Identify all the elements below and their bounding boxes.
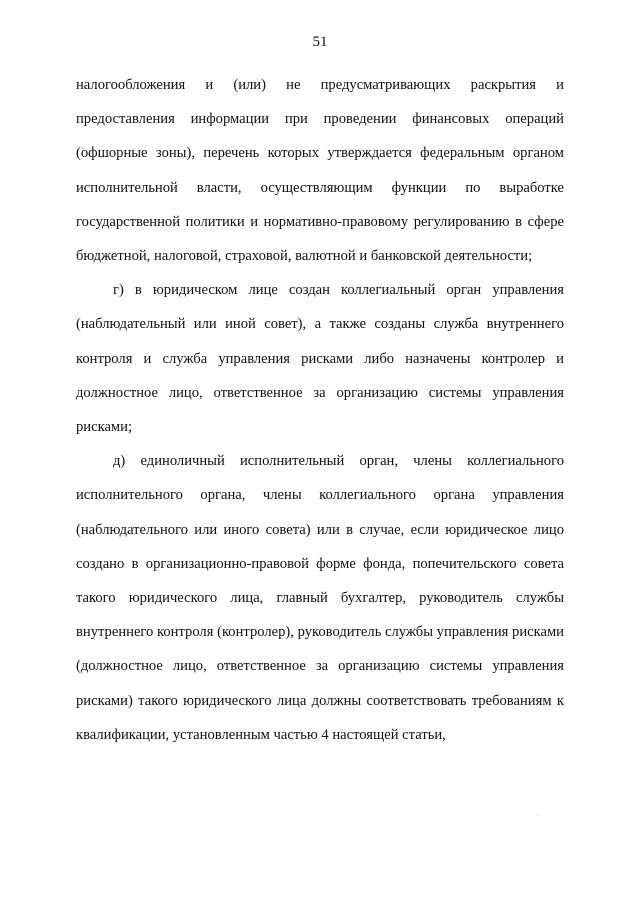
paragraph-continuation: налогообложения и (или) не предусматривающих раскрытия и предоставления информации при проведении финансовых операций (офшорные зоны), перечень которых утверждается федеральным органом исполнительной власти, осуществляющим функции по выработке государственной политики и нормативно-правовому регулированию в сфере бюджетной, налоговой, страховой, валютной и банковской деятельности;	[76, 77, 564, 265]
paragraph-item-d: д) единоличный исполнительный орган, члены коллегиального исполнительного органа, члены коллегиального органа управления (наблюдательного или иного совета) или в случае, если юридическое лицо создано в организационно-правовой форме фонда, попечительского совета такого юридического лица, главный бухгалтер, руководитель службы внутреннего контроля (контролер), руководитель службы управления рисками (должностное лицо, ответственное за организацию системы управления рисками) такого юридического лица должны соответствовать требованиям к квалификации, установленным частью 4 настоящей статьи,	[76, 453, 564, 743]
scan-artifact	[537, 815, 538, 816]
body-text	[76, 68, 564, 752]
page-number: 51	[312, 34, 328, 50]
paragraph-item-g: г) в юридическом лице создан коллегиальный орган управления (наблюдательный или иной совет), а также созданы служба внутреннего контроля и служба управления рисками либо назначены контролер и должностное лицо, ответственное за организацию системы управления рисками;	[76, 282, 564, 436]
